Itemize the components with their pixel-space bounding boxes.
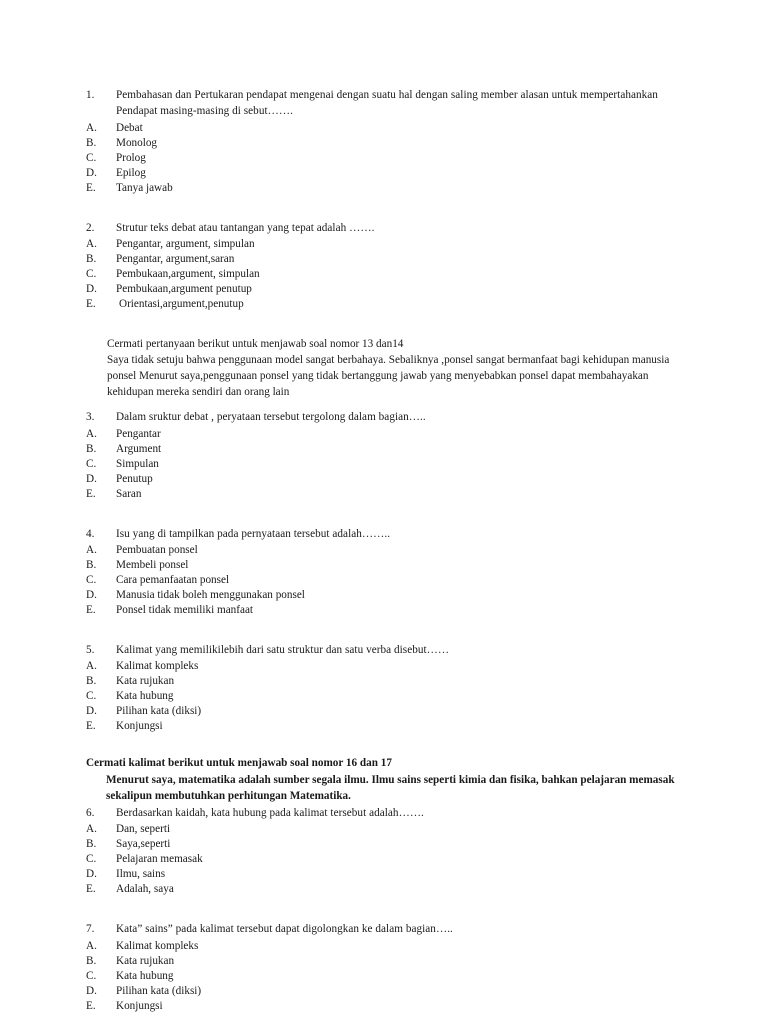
option-label: Kata hubung (116, 969, 174, 982)
document-content (86, 88, 686, 1030)
option-label: Ponsel tidak memiliki manfaat (116, 603, 254, 616)
option-marker: C. (86, 457, 97, 470)
block-spacer (86, 634, 686, 643)
question-number-6: 6. (86, 807, 95, 820)
option-label: Monolog (116, 136, 158, 149)
option-6-d[interactable] (86, 867, 686, 882)
question-text-1-line1: Pembahasan dan Pertukaran pendapat mengenai dengan suatu hal dengan saling member alasan untuk mempertahankan (116, 89, 658, 101)
option-label: Kata rujukan (116, 954, 175, 967)
option-marker: A. (86, 427, 97, 440)
option-4-d[interactable] (86, 588, 686, 603)
question-number-7: 7. (86, 923, 95, 936)
question-block-1 (86, 88, 686, 196)
option-label: Kalimat kompleks (116, 939, 199, 952)
option-3-b[interactable] (86, 442, 686, 457)
option-label: Dan, seperti (116, 823, 171, 836)
option-7-a[interactable] (86, 939, 686, 954)
option-marker: C. (86, 573, 97, 586)
option-3-c[interactable] (86, 457, 686, 472)
option-3-a[interactable] (86, 427, 686, 442)
option-1-d[interactable] (86, 166, 686, 181)
question-text-5: Kalimat yang memilikilebih dari satu struktur dan satu verba disebut…… (116, 643, 450, 656)
option-marker: E. (86, 999, 96, 1012)
option-label: Prolog (116, 151, 146, 164)
block-spacer (86, 518, 686, 527)
option-label: Tanya jawab (116, 181, 173, 194)
option-marker: B. (86, 675, 97, 688)
option-1-e[interactable] (86, 181, 686, 196)
option-1-a[interactable] (86, 121, 686, 136)
option-marker: B. (86, 838, 97, 851)
question-text-4: Isu yang di tampilkan pada pernyataan tersebut adalah…….. (116, 527, 391, 540)
option-label: Manusia tidak boleh menggunakan ponsel (116, 588, 305, 601)
question-number-2: 2. (86, 221, 95, 234)
option-label: Pembukaan,argument, simpulan (116, 267, 260, 280)
option-label: Kata hubung (116, 690, 174, 703)
option-marker: D. (86, 472, 97, 485)
question-number-3: 3. (86, 411, 95, 424)
passage-2 (86, 755, 686, 804)
option-label: Epilog (116, 166, 146, 179)
option-label: Kata rujukan (116, 675, 175, 688)
question-stem-5 (86, 643, 686, 658)
block-spacer (86, 328, 686, 337)
question-block-7 (86, 922, 686, 1013)
option-label: Penutup (116, 472, 153, 485)
option-marker: B. (86, 442, 97, 455)
option-6-a[interactable] (86, 822, 686, 837)
question-block-4 (86, 527, 686, 618)
option-label: Pengantar, argument, simpulan (116, 237, 255, 250)
option-label: Pilihan kata (diksi) (116, 705, 202, 718)
option-2-d[interactable] (86, 282, 686, 297)
question-stem-3 (86, 410, 686, 425)
option-5-b[interactable] (86, 674, 686, 689)
option-label: Argument (116, 442, 162, 455)
question-text-6: Berdasarkan kaidah, kata hubung pada kalimat tersebut adalah……. (116, 807, 424, 820)
question-stem-6 (86, 806, 686, 821)
option-label: Orientasi,argument,penutup (119, 297, 244, 310)
option-marker: A. (86, 939, 97, 952)
option-label: Simpulan (116, 457, 159, 470)
option-marker: D. (86, 166, 97, 179)
question-text-3: Dalam sruktur debat , peryataan tersebut tergolong dalam bagian….. (116, 411, 426, 424)
question-stem-2 (86, 221, 686, 236)
option-marker: A. (86, 660, 97, 673)
question-text-1-line2: Pendapat masing-masing di sebut……. (116, 105, 293, 118)
option-label: Saya,seperti (116, 838, 171, 851)
option-2-c[interactable] (86, 267, 686, 282)
option-5-d[interactable] (86, 704, 686, 719)
option-label: Pengantar (116, 427, 161, 440)
question-number-1: 1. (86, 89, 95, 101)
option-marker: A. (86, 237, 97, 250)
option-2-e[interactable] (86, 297, 686, 312)
option-label: Debat (116, 121, 143, 134)
option-marker: D. (86, 984, 97, 997)
question-stem-1 (86, 88, 686, 103)
option-label: Adalah, saya (116, 883, 174, 896)
option-marker: A. (86, 121, 97, 134)
option-label: Konjungsi (116, 999, 163, 1012)
question-block-3 (86, 410, 686, 501)
option-3-d[interactable] (86, 472, 686, 487)
question-number-4: 4. (86, 527, 95, 540)
option-5-a[interactable] (86, 659, 686, 674)
option-marker: D. (86, 868, 97, 881)
option-marker: C. (86, 969, 97, 982)
option-label: Pengantar, argument,saran (116, 252, 235, 265)
question-number-5: 5. (86, 643, 95, 656)
block-spacer (86, 212, 686, 221)
option-marker: E. (86, 603, 96, 616)
question-text-7: Kata” sains” pada kalimat tersebut dapat digolongkan ke dalam bagian….. (116, 923, 453, 936)
option-2-a[interactable] (86, 237, 686, 252)
question-stem-1-cont (86, 104, 686, 119)
option-4-b[interactable] (86, 558, 686, 573)
passage-1 (86, 337, 686, 400)
option-label: Membeli ponsel (116, 558, 189, 571)
option-4-a[interactable] (86, 543, 686, 558)
option-label: Ilmu, sains (116, 868, 166, 881)
option-marker: C. (86, 690, 97, 703)
option-label: Kalimat kompleks (116, 660, 199, 673)
option-label: Cara pemanfaatan ponsel (116, 573, 230, 586)
passage-2-body: Menurut saya, matematika adalah sumber segala ilmu. Ilmu sains seperti kimia dan fisika, bahkan pelajaran memasak sekalipun membutuhkan perhitungan Matematika. (106, 774, 675, 803)
question-block-6 (86, 806, 686, 897)
passage-2-instruction: Cermati kalimat berikut untuk menjawab soal nomor 16 dan 17 (86, 757, 392, 770)
option-7-e[interactable] (86, 999, 686, 1014)
option-label: Pembuatan ponsel (116, 543, 198, 556)
option-6-c[interactable] (86, 852, 686, 867)
option-label: Konjungsi (116, 720, 163, 733)
option-7-d[interactable] (86, 984, 686, 999)
option-label: Pelajaran memasak (116, 853, 203, 866)
option-marker: E. (86, 883, 96, 896)
option-1-c[interactable] (86, 151, 686, 166)
option-2-b[interactable] (86, 252, 686, 267)
option-6-b[interactable] (86, 837, 686, 852)
option-1-b[interactable] (86, 136, 686, 151)
option-5-e[interactable] (86, 719, 686, 734)
option-label: Pilihan kata (diksi) (116, 984, 202, 997)
option-marker: E. (86, 720, 96, 733)
option-marker: E. (86, 297, 96, 310)
question-text-2: Strutur teks debat atau tantangan yang tepat adalah ……. (116, 221, 375, 234)
option-marker: D. (86, 705, 97, 718)
block-spacer (86, 913, 686, 922)
option-7-b[interactable] (86, 954, 686, 969)
option-3-e[interactable] (86, 487, 686, 502)
option-marker: B. (86, 136, 97, 149)
option-marker: C. (86, 267, 97, 280)
option-label: Saran (116, 487, 142, 500)
option-marker: E. (86, 487, 96, 500)
question-stem-4 (86, 527, 686, 542)
option-marker: B. (86, 558, 97, 571)
question-block-2 (86, 221, 686, 312)
option-marker: B. (86, 252, 97, 265)
option-6-e[interactable] (86, 882, 686, 897)
option-7-c[interactable] (86, 969, 686, 984)
option-marker: D. (86, 588, 97, 601)
option-marker: A. (86, 823, 97, 836)
option-4-e[interactable] (86, 603, 686, 618)
option-marker: B. (86, 954, 97, 967)
option-marker: C. (86, 151, 97, 164)
option-4-c[interactable] (86, 573, 686, 588)
option-5-c[interactable] (86, 689, 686, 704)
question-block-5 (86, 643, 686, 734)
option-label: Pembukaan,argument penutup (116, 282, 252, 295)
option-marker: C. (86, 853, 97, 866)
question-stem-7 (86, 922, 686, 937)
passage-1-instruction: Cermati pertanyaan berikut untuk menjawab soal nomor 13 dan14 (107, 337, 404, 350)
option-marker: E. (86, 181, 96, 194)
passage-1-body: Saya tidak setuju bahwa penggunaan model sangat berbahaya. Sebaliknya ,ponsel sangat bermanfaat bagi kehidupan manusia ponsel Menurut saya,penggunaan ponsel yang tidak bertanggung jawab yang menyebabkan ponsel dapat membahayakan kehidupan mereka sendiri dan orang lain (107, 354, 670, 398)
option-marker: A. (86, 543, 97, 556)
option-marker: D. (86, 282, 97, 295)
